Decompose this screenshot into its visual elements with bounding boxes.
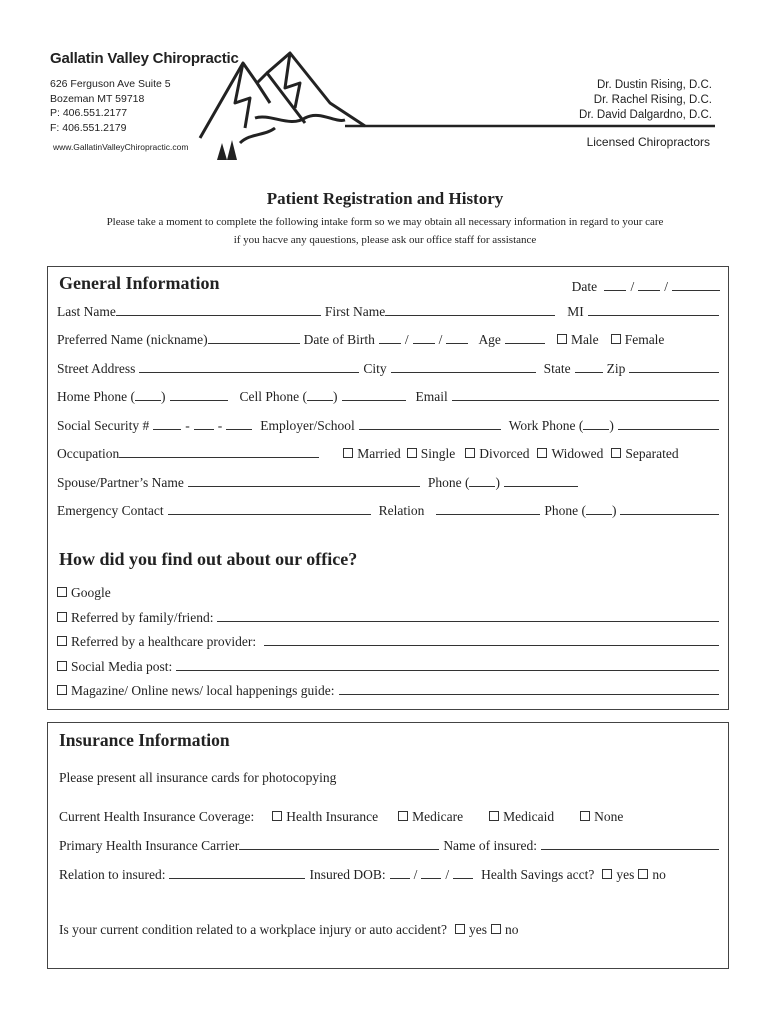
- condition-no-checkbox[interactable]: [491, 924, 501, 934]
- insurance-heading: Insurance Information: [59, 730, 230, 750]
- work-phone-field[interactable]: [618, 417, 719, 430]
- address-line-1: 626 Ferguson Ave Suite 5: [50, 78, 171, 90]
- home-phone-label: Home Phone (: [57, 389, 135, 404]
- row-name: [57, 303, 719, 320]
- employer-field[interactable]: [359, 417, 501, 430]
- magazine-field[interactable]: [339, 682, 719, 695]
- hsa-label: Health Savings acct?: [481, 867, 595, 882]
- relation-insured-field[interactable]: [169, 866, 305, 879]
- condition-yes-label: yes: [468, 922, 487, 937]
- medicaid-label: Medicaid: [503, 809, 555, 824]
- hsa-no-label: no: [652, 867, 666, 882]
- hsa-yes-label: yes: [616, 867, 635, 882]
- preferred-name-field[interactable]: [208, 331, 300, 344]
- subtitle-line-2: if you hacve any qauestions, please ask our office staff for assistance: [233, 234, 537, 246]
- row-emergency: Emergency Contact Relation Phone ( ): [57, 502, 719, 519]
- form-title: Patient Registration and History: [266, 189, 504, 208]
- home-phone-field[interactable]: [170, 388, 228, 401]
- provider-label: Referred by a healthcare provider:: [71, 634, 257, 649]
- family-label: Referred by family/friend:: [71, 610, 214, 625]
- mi-field[interactable]: [588, 303, 719, 316]
- divorced-label: Divorced: [479, 446, 530, 461]
- row-spouse: Spouse/Partner’s Name Phone ( ): [57, 474, 719, 491]
- hsa-yes-checkbox[interactable]: [602, 869, 612, 879]
- magazine-checkbox[interactable]: [57, 685, 67, 695]
- row-address: [57, 360, 719, 377]
- emergency-phone-label: Phone (: [544, 503, 586, 518]
- city-field[interactable]: [391, 360, 536, 373]
- married-label: Married: [357, 446, 401, 461]
- street-field[interactable]: [139, 360, 359, 373]
- divorced-checkbox[interactable]: [465, 448, 475, 458]
- male-label: Male: [570, 332, 599, 347]
- ssn-label: Social Security #: [57, 418, 150, 433]
- clinic-name: Gallatin Valley Chiropractic: [50, 50, 239, 67]
- single-checkbox[interactable]: [407, 448, 417, 458]
- email-label: Email: [415, 389, 448, 404]
- ssn-field[interactable]: [226, 417, 252, 430]
- social-field[interactable]: [176, 658, 719, 671]
- zip-field[interactable]: [629, 360, 719, 373]
- none-checkbox[interactable]: [580, 811, 590, 821]
- street-label: Street Address: [57, 361, 136, 376]
- row-occupation: [57, 445, 719, 462]
- row-carrier: [59, 837, 719, 854]
- city-label: City: [363, 361, 387, 376]
- email-field[interactable]: [452, 388, 719, 401]
- general-information-section: [47, 266, 729, 710]
- zip-label: Zip: [606, 361, 626, 376]
- family-field[interactable]: [217, 609, 719, 622]
- hsa-no-checkbox[interactable]: [638, 869, 648, 879]
- first-name-label: First Name: [324, 304, 386, 319]
- family-checkbox[interactable]: [57, 612, 67, 622]
- social-checkbox[interactable]: [57, 661, 67, 671]
- google-label: Google: [71, 585, 111, 600]
- female-checkbox[interactable]: [611, 334, 621, 344]
- married-checkbox[interactable]: [343, 448, 353, 458]
- spouse-label: Spouse/Partner’s Name: [57, 475, 184, 490]
- fax-number: F: 406.551.2179: [50, 121, 127, 134]
- row-phones: Home Phone ( ) Cell Phone ( ) Email: [57, 388, 719, 405]
- mi-label: MI: [567, 304, 584, 319]
- clinic-address: [50, 77, 171, 135]
- health-insurance-label: Health Insurance: [286, 809, 379, 824]
- relation-label: Relation: [378, 503, 425, 518]
- insured-dob-field[interactable]: [453, 866, 473, 879]
- none-label: None: [594, 809, 624, 824]
- separated-checkbox[interactable]: [611, 448, 621, 458]
- medicare-label: Medicare: [412, 809, 464, 824]
- female-label: Female: [624, 332, 665, 347]
- address-line-2: Bozeman MT 59718: [50, 92, 145, 105]
- emergency-field[interactable]: [168, 502, 371, 515]
- preferred-name-label: Preferred Name (nickname): [57, 332, 208, 347]
- single-label: Single: [420, 446, 456, 461]
- insured-dob-label: Insured DOB:: [309, 867, 386, 882]
- widowed-label: Widowed: [551, 446, 604, 461]
- row-coverage: [59, 809, 719, 825]
- first-name-field[interactable]: [385, 303, 555, 316]
- condition-yes-checkbox[interactable]: [455, 924, 465, 934]
- referral-provider: [57, 633, 719, 650]
- condition-no-label: no: [504, 922, 519, 937]
- state-label: State: [543, 361, 571, 376]
- doctor-3: Dr. David Dalgardno, D.C.: [579, 109, 712, 121]
- cell-phone-label: Cell Phone (: [239, 389, 307, 404]
- coverage-label: Current Health Insurance Coverage:: [59, 809, 255, 824]
- provider-field[interactable]: [264, 633, 719, 646]
- male-checkbox[interactable]: [557, 334, 567, 344]
- carrier-label: Primary Health Insurance Carrier: [59, 838, 240, 853]
- doctor-1: Dr. Dustin Rising, D.C.: [596, 79, 712, 91]
- referral-heading: How did you find out about our office?: [59, 549, 358, 569]
- medicaid-checkbox[interactable]: [489, 811, 499, 821]
- relation-insured-label: Relation to insured:: [59, 867, 166, 882]
- doctor-list: [579, 78, 712, 123]
- widowed-checkbox[interactable]: [537, 448, 547, 458]
- row-dob: Preferred Name (nickname) Date of Birth / / Age Male Female: [57, 332, 665, 347]
- present-text: Please present all insurance cards for photocopying: [59, 770, 337, 785]
- date-field[interactable]: Date / /: [572, 278, 720, 295]
- magazine-label: Magazine/ Online news/ local happenings guide:: [71, 683, 335, 698]
- medicare-checkbox[interactable]: [398, 811, 408, 821]
- cell-phone-field[interactable]: [342, 388, 406, 401]
- relation-field[interactable]: [436, 502, 540, 515]
- provider-checkbox[interactable]: [57, 636, 67, 646]
- row-relation: Relation to insured: Insured DOB: / / Health Savings acct? yes no: [59, 867, 666, 882]
- website: www.GallatinValleyChiropractic.com: [53, 142, 189, 152]
- insured-name-label: Name of insured:: [443, 838, 538, 853]
- spouse-field[interactable]: [188, 474, 420, 487]
- insured-name-field[interactable]: [541, 837, 719, 850]
- emergency-label: Emergency Contact: [57, 503, 164, 518]
- occupation-label: Occupation: [57, 446, 120, 461]
- referral-family: [57, 609, 719, 626]
- form-subtitle: [0, 213, 770, 249]
- subtitle-line-1: Please take a moment to complete the following intake form so we may obtain all necessary information in regard to your care: [106, 216, 664, 228]
- doctor-2: Dr. Rachel Rising, D.C.: [593, 94, 712, 106]
- licensed-label: Licensed Chiropractors: [586, 135, 710, 149]
- row-condition: [59, 922, 719, 938]
- spouse-phone-field[interactable]: [504, 474, 578, 487]
- state-field[interactable]: [575, 360, 603, 373]
- carrier-field[interactable]: [239, 837, 439, 850]
- employer-label: Employer/School: [260, 418, 355, 433]
- health-insurance-checkbox[interactable]: [272, 811, 282, 821]
- referral-google: [57, 585, 719, 601]
- last-name-label: Last Name: [57, 304, 116, 319]
- insurance-present-note: [59, 770, 719, 786]
- general-heading: General Information: [59, 273, 220, 293]
- age-label: Age: [478, 332, 501, 347]
- phone-number: P: 406.551.2177: [50, 107, 128, 119]
- date-label: Date: [571, 279, 598, 294]
- condition-label: Is your current condition related to a workplace injury or auto accident?: [59, 922, 447, 937]
- separated-label: Separated: [625, 446, 679, 461]
- dob-label: Date of Birth: [303, 332, 375, 347]
- emergency-phone-field[interactable]: [620, 502, 719, 515]
- work-phone-label: Work Phone (: [508, 418, 584, 433]
- social-label: Social Media post:: [71, 659, 173, 674]
- occupation-field[interactable]: [119, 445, 319, 458]
- spouse-phone-label: Phone (: [427, 475, 470, 490]
- google-checkbox[interactable]: [57, 587, 67, 597]
- referral-social: [57, 658, 719, 675]
- age-field[interactable]: [505, 331, 545, 344]
- referral-magazine: [57, 682, 719, 699]
- insurance-section: [47, 722, 729, 969]
- last-name-field[interactable]: [116, 303, 321, 316]
- row-ssn: Social Security # - - Employer/School Work Phone ( ): [57, 417, 719, 434]
